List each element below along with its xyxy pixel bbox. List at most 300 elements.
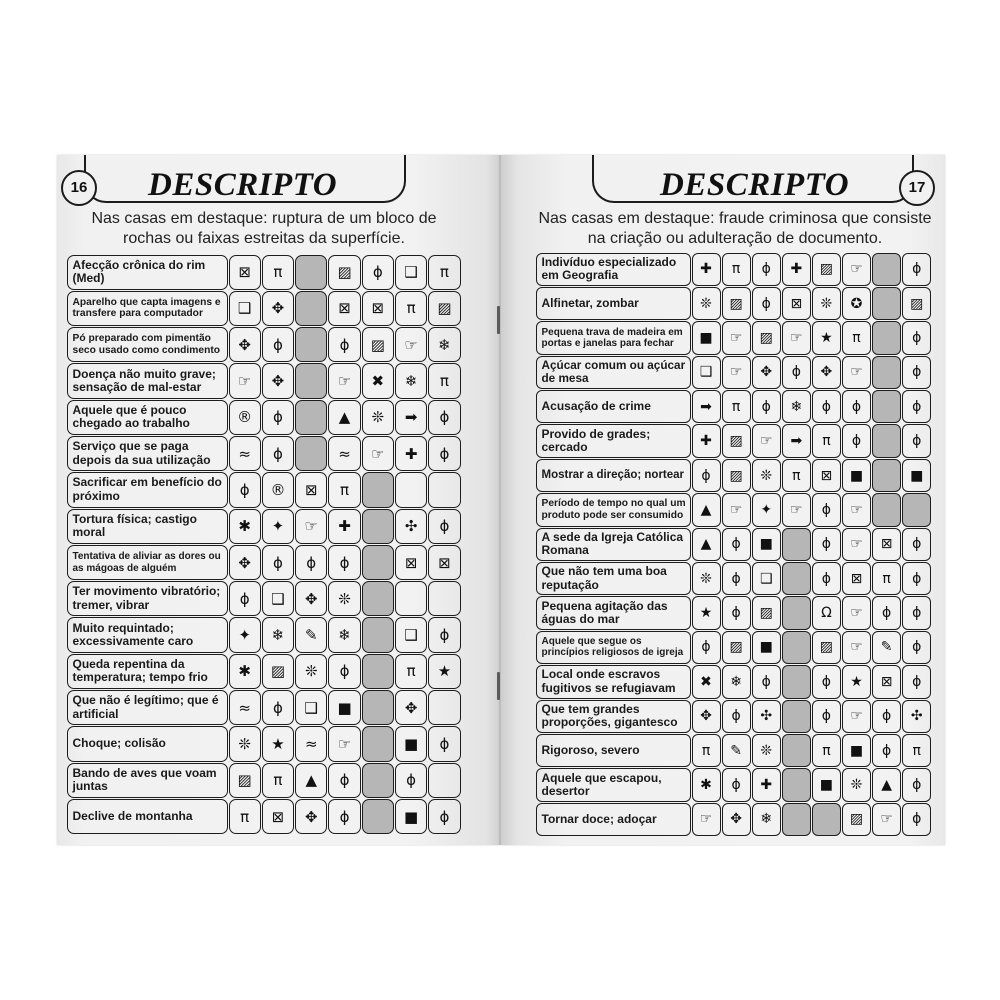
symbol-cell: ▨ bbox=[812, 253, 841, 286]
symbol-cell: ϕ bbox=[902, 562, 931, 595]
clue-cell bbox=[67, 726, 228, 761]
symbol-cell: ❄ bbox=[262, 617, 294, 652]
clue-cell bbox=[536, 631, 691, 664]
symbol-cell: ✚ bbox=[752, 768, 781, 801]
symbol-cell: ϕ bbox=[428, 726, 460, 761]
symbol-cell: ≈ bbox=[229, 690, 261, 725]
symbol-cell: ❊ bbox=[842, 768, 871, 801]
symbol-cell: ϕ bbox=[812, 562, 841, 595]
clue-cell bbox=[67, 472, 228, 507]
symbol-cell: ❄ bbox=[428, 327, 460, 362]
highlighted-cell bbox=[872, 287, 901, 320]
page-title: DESCRIPTO bbox=[660, 167, 850, 203]
symbol-cell: ϕ bbox=[428, 617, 460, 652]
staple bbox=[497, 672, 500, 700]
puzzle-row bbox=[66, 762, 463, 798]
symbol-cell: π bbox=[428, 255, 460, 290]
symbol-cell: ⊠ bbox=[328, 291, 360, 326]
symbol-cell: ☞ bbox=[328, 363, 360, 398]
symbol-cell: ϕ bbox=[752, 287, 781, 320]
highlighted-cell bbox=[362, 617, 394, 652]
highlighted-cell bbox=[872, 424, 901, 457]
symbol-cell: ϕ bbox=[782, 356, 811, 389]
puzzle-row bbox=[66, 327, 463, 363]
clue-text: depois da sua utilização bbox=[72, 452, 211, 467]
highlighted-cell bbox=[782, 665, 811, 698]
booklet-spine bbox=[499, 155, 501, 845]
symbol-cell: ✣ bbox=[752, 700, 781, 733]
symbol-cell: ▲ bbox=[328, 400, 360, 435]
symbol-cell: ≈ bbox=[295, 726, 327, 761]
symbol-cell: ☞ bbox=[395, 327, 427, 362]
clue-text: Indivíduo especializado bbox=[541, 254, 677, 269]
clue-cell bbox=[536, 768, 691, 801]
puzzle-row bbox=[535, 630, 936, 664]
clue-text: chegado ao trabalho bbox=[72, 416, 190, 431]
clue-text: águas do mar bbox=[541, 612, 620, 627]
symbol-cell: ϕ bbox=[428, 799, 460, 834]
puzzle-row bbox=[535, 390, 936, 424]
symbol-cell: ☞ bbox=[842, 596, 871, 629]
symbol-cell: ■ bbox=[395, 726, 427, 761]
symbol-cell: ϕ bbox=[328, 654, 360, 689]
symbol-cell: ϕ bbox=[328, 327, 360, 362]
symbol-cell: ✥ bbox=[262, 291, 294, 326]
symbol-cell: ★ bbox=[842, 665, 871, 698]
symbol-cell: ➡ bbox=[395, 400, 427, 435]
clue-text: sensação de mal-estar bbox=[72, 380, 202, 395]
symbol-cell: ☞ bbox=[872, 803, 901, 836]
clue-text: Alfinetar, zombar bbox=[541, 295, 639, 310]
symbol-cell: ❊ bbox=[295, 654, 327, 689]
puzzle-row bbox=[66, 653, 463, 689]
clue-cell bbox=[67, 436, 228, 471]
symbol-cell: ✎ bbox=[872, 631, 901, 664]
clue-text: portas e janelas para fechar bbox=[541, 337, 674, 349]
symbol-cell: ϕ bbox=[902, 356, 931, 389]
clue-text: Mostrar a direção; nortear bbox=[541, 469, 685, 482]
highlighted-cell bbox=[362, 763, 394, 798]
symbol-cell: ❑ bbox=[395, 255, 427, 290]
symbol-cell: ϕ bbox=[752, 390, 781, 423]
clue-cell bbox=[536, 528, 691, 561]
highlighted-cell bbox=[782, 631, 811, 664]
symbol-cell: ϕ bbox=[328, 763, 360, 798]
symbol-cell: ▲ bbox=[692, 493, 721, 526]
symbol-cell: ❊ bbox=[692, 562, 721, 595]
clue-text: proporções, gigantesco bbox=[541, 715, 678, 730]
symbol-cell bbox=[428, 472, 460, 507]
symbol-cell: π bbox=[722, 390, 751, 423]
symbol-cell: ❊ bbox=[752, 734, 781, 767]
symbol-cell: ϕ bbox=[872, 596, 901, 629]
clue-text: Pequena agitação das bbox=[541, 598, 668, 613]
highlighted-cell bbox=[362, 799, 394, 834]
highlighted-cell bbox=[295, 436, 327, 471]
puzzle-row bbox=[535, 699, 936, 733]
symbol-cell: ϕ bbox=[328, 545, 360, 580]
page-number: 17 bbox=[899, 170, 935, 206]
puzzle-row bbox=[535, 252, 936, 286]
puzzle-row bbox=[535, 733, 936, 767]
highlighted-cell bbox=[295, 363, 327, 398]
symbol-cell: π bbox=[872, 562, 901, 595]
symbol-cell: π bbox=[262, 763, 294, 798]
symbol-cell: ❊ bbox=[362, 400, 394, 435]
highlighted-cell bbox=[362, 654, 394, 689]
symbol-cell: ϕ bbox=[229, 472, 261, 507]
symbol-cell bbox=[395, 472, 427, 507]
symbol-cell: ϕ bbox=[842, 424, 871, 457]
symbol-cell: ✥ bbox=[229, 545, 261, 580]
symbol-cell: ϕ bbox=[872, 734, 901, 767]
highlighted-cell bbox=[782, 803, 811, 836]
puzzle-row bbox=[66, 290, 463, 326]
puzzle-row bbox=[535, 493, 936, 527]
puzzle-row bbox=[66, 254, 463, 290]
symbol-cell: ☞ bbox=[328, 726, 360, 761]
symbol-cell: ■ bbox=[752, 631, 781, 664]
clue-text: moral bbox=[72, 525, 106, 540]
symbol-cell: ϕ bbox=[902, 424, 931, 457]
highlighted-cell bbox=[782, 768, 811, 801]
symbol-cell: ☞ bbox=[722, 321, 751, 354]
symbol-cell: ϕ bbox=[902, 390, 931, 423]
puzzle-grid bbox=[66, 254, 463, 835]
symbol-cell: ▨ bbox=[722, 459, 751, 492]
clue-text: Tortura física; castigo bbox=[72, 511, 197, 526]
highlighted-cell bbox=[782, 734, 811, 767]
symbol-cell: ⊠ bbox=[782, 287, 811, 320]
symbol-cell: ✱ bbox=[229, 654, 261, 689]
clue-text: produto pode ser consumido bbox=[541, 509, 684, 521]
clue-cell bbox=[67, 255, 228, 290]
symbol-cell: ■ bbox=[328, 690, 360, 725]
symbol-cell: ❄ bbox=[752, 803, 781, 836]
highlighted-cell bbox=[362, 581, 394, 616]
puzzle-row bbox=[535, 596, 936, 630]
puzzle-row bbox=[66, 399, 463, 435]
symbol-cell: ✣ bbox=[902, 700, 931, 733]
clue-text: Local onde escravos bbox=[541, 667, 661, 682]
puzzle-row bbox=[66, 544, 463, 580]
symbol-cell: ® bbox=[262, 472, 294, 507]
clue-text: transfere para computador bbox=[72, 308, 203, 320]
symbol-cell: ❄ bbox=[722, 665, 751, 698]
symbol-cell: ❄ bbox=[782, 390, 811, 423]
highlighted-cell bbox=[872, 356, 901, 389]
highlighted-cell bbox=[872, 390, 901, 423]
symbol-cell bbox=[395, 581, 427, 616]
highlighted-cell bbox=[782, 562, 811, 595]
symbol-cell: ❊ bbox=[812, 287, 841, 320]
symbol-cell: ⊠ bbox=[229, 255, 261, 290]
clue-cell bbox=[67, 617, 228, 652]
highlighted-cell bbox=[782, 596, 811, 629]
symbol-cell: ϕ bbox=[692, 459, 721, 492]
symbol-cell: π bbox=[229, 799, 261, 834]
instruction-text bbox=[535, 209, 935, 249]
clue-cell bbox=[67, 400, 228, 435]
symbol-cell: ✣ bbox=[395, 509, 427, 544]
symbol-cell: ϕ bbox=[722, 596, 751, 629]
clue-text: Tornar doce; adoçar bbox=[541, 811, 657, 826]
symbol-cell: ❊ bbox=[752, 459, 781, 492]
symbol-cell: ϕ bbox=[328, 799, 360, 834]
clue-text: Que tem grandes bbox=[541, 701, 640, 716]
puzzle-row bbox=[66, 726, 463, 762]
symbol-cell: π bbox=[395, 291, 427, 326]
symbol-cell: ✖ bbox=[692, 665, 721, 698]
clue-cell bbox=[67, 654, 228, 689]
symbol-cell: ☞ bbox=[842, 356, 871, 389]
highlighted-cell bbox=[295, 255, 327, 290]
symbol-cell: ϕ bbox=[902, 321, 931, 354]
symbol-cell: ✱ bbox=[229, 509, 261, 544]
staple bbox=[497, 306, 500, 334]
symbol-cell: ϕ bbox=[692, 631, 721, 664]
clue-cell bbox=[536, 321, 691, 354]
puzzle-row bbox=[535, 527, 936, 561]
symbol-cell: ϕ bbox=[262, 545, 294, 580]
symbol-cell: ϕ bbox=[812, 528, 841, 561]
symbol-cell: ✥ bbox=[295, 581, 327, 616]
symbol-cell: ■ bbox=[842, 459, 871, 492]
symbol-cell: ▨ bbox=[229, 763, 261, 798]
puzzle-row bbox=[66, 798, 463, 834]
symbol-cell: ϕ bbox=[842, 390, 871, 423]
symbol-cell: ϕ bbox=[722, 562, 751, 595]
clue-text: Açúcar comum ou açúcar bbox=[541, 359, 686, 373]
symbol-cell: ϕ bbox=[752, 253, 781, 286]
clue-text: Tentativa de aliviar as dores ou bbox=[72, 551, 221, 563]
symbol-cell: ▨ bbox=[722, 631, 751, 664]
clue-text: as mágoas de alguém bbox=[72, 562, 177, 574]
symbol-cell: ϕ bbox=[428, 436, 460, 471]
symbol-cell: ❑ bbox=[752, 562, 781, 595]
clue-text: Provido de grades; bbox=[541, 426, 651, 441]
symbol-cell: π bbox=[812, 734, 841, 767]
puzzle-row bbox=[535, 802, 936, 836]
clue-text: Pequena trava de madeira em bbox=[541, 326, 683, 338]
clue-text: Aquele que escapou, bbox=[541, 770, 662, 785]
symbol-cell: ⊠ bbox=[428, 545, 460, 580]
symbol-cell: ✚ bbox=[328, 509, 360, 544]
symbol-cell: ❊ bbox=[692, 287, 721, 320]
clue-text: Romana bbox=[541, 543, 589, 558]
symbol-cell: ☞ bbox=[295, 509, 327, 544]
symbol-cell: ϕ bbox=[362, 255, 394, 290]
puzzle-row bbox=[66, 617, 463, 653]
symbol-cell: ▨ bbox=[722, 287, 751, 320]
symbol-cell: ☞ bbox=[722, 493, 751, 526]
instruction-line: rochas ou faixas estreitas da superfície. bbox=[123, 230, 405, 247]
symbol-cell: ➡ bbox=[782, 424, 811, 457]
symbol-cell: ❑ bbox=[395, 617, 427, 652]
symbol-cell: ❄ bbox=[328, 617, 360, 652]
clue-cell bbox=[536, 700, 691, 733]
clue-cell bbox=[536, 356, 691, 389]
symbol-cell: ☞ bbox=[842, 631, 871, 664]
clue-text: Ter movimento vibratório; bbox=[72, 584, 221, 599]
clue-text: Que não é legítimo; que é bbox=[72, 693, 219, 708]
clue-text: reputação bbox=[541, 577, 599, 592]
symbol-cell: ❑ bbox=[262, 581, 294, 616]
clue-cell bbox=[67, 799, 228, 834]
symbol-cell: ☞ bbox=[229, 363, 261, 398]
highlighted-cell bbox=[872, 321, 901, 354]
clue-text: Aquele que é pouco bbox=[72, 402, 187, 417]
clue-cell bbox=[536, 803, 691, 836]
symbol-cell: π bbox=[692, 734, 721, 767]
symbol-cell: ϕ bbox=[722, 700, 751, 733]
clue-text: seco usado como condimento bbox=[72, 344, 221, 356]
page-title: DESCRIPTO bbox=[148, 167, 338, 203]
symbol-cell: ❊ bbox=[229, 726, 261, 761]
symbol-cell: ☞ bbox=[722, 356, 751, 389]
highlighted-cell bbox=[872, 459, 901, 492]
clue-text: Aquele que segue os bbox=[541, 636, 642, 648]
symbol-cell: ☞ bbox=[782, 493, 811, 526]
symbol-cell: ▨ bbox=[752, 596, 781, 629]
symbol-cell: ⊠ bbox=[262, 799, 294, 834]
symbol-cell: ⊠ bbox=[872, 528, 901, 561]
clue-text: excessivamente caro bbox=[72, 634, 194, 649]
symbol-cell: ■ bbox=[902, 459, 931, 492]
symbol-cell: ϕ bbox=[229, 581, 261, 616]
symbol-cell: ϕ bbox=[262, 400, 294, 435]
symbol-cell: ϕ bbox=[395, 763, 427, 798]
symbol-cell: ✚ bbox=[692, 424, 721, 457]
symbol-cell: ✥ bbox=[722, 803, 751, 836]
symbol-cell bbox=[428, 581, 460, 616]
symbol-cell: ✥ bbox=[229, 327, 261, 362]
symbol-cell: ▨ bbox=[328, 255, 360, 290]
clue-text: Choque; colisão bbox=[72, 736, 166, 751]
symbol-cell: ϕ bbox=[295, 545, 327, 580]
symbol-cell: π bbox=[428, 363, 460, 398]
symbol-cell: ϕ bbox=[428, 509, 460, 544]
puzzle-row bbox=[66, 472, 463, 508]
clue-cell bbox=[67, 291, 228, 326]
symbol-cell bbox=[428, 763, 460, 798]
symbol-cell: ▨ bbox=[812, 631, 841, 664]
clue-cell bbox=[536, 424, 691, 457]
symbol-cell: π bbox=[782, 459, 811, 492]
symbol-cell: π bbox=[812, 424, 841, 457]
highlighted-cell bbox=[362, 545, 394, 580]
puzzle-row bbox=[535, 562, 936, 596]
symbol-cell: ▨ bbox=[362, 327, 394, 362]
symbol-cell: ✚ bbox=[692, 253, 721, 286]
puzzle-row bbox=[535, 458, 936, 492]
symbol-cell: ϕ bbox=[812, 390, 841, 423]
clue-text: Serviço que se paga bbox=[72, 439, 189, 454]
symbol-cell: ✱ bbox=[692, 768, 721, 801]
symbol-cell: ϕ bbox=[902, 768, 931, 801]
symbol-cell: ϕ bbox=[902, 528, 931, 561]
clue-text: artificial bbox=[72, 706, 119, 721]
symbol-cell: ▨ bbox=[722, 424, 751, 457]
symbol-cell: ⊠ bbox=[842, 562, 871, 595]
symbol-cell: ✪ bbox=[842, 287, 871, 320]
clue-cell bbox=[67, 763, 228, 798]
symbol-cell: ▲ bbox=[295, 763, 327, 798]
clue-cell bbox=[536, 665, 691, 698]
symbol-cell: ϕ bbox=[902, 665, 931, 698]
puzzle-row bbox=[66, 435, 463, 471]
symbol-cell: ϕ bbox=[262, 327, 294, 362]
clue-cell bbox=[536, 287, 691, 320]
clue-text: Declive de montanha bbox=[72, 808, 193, 823]
symbol-cell: ® bbox=[229, 400, 261, 435]
puzzle-row bbox=[535, 286, 936, 320]
symbol-cell: ☞ bbox=[362, 436, 394, 471]
clue-cell bbox=[67, 327, 228, 362]
clue-text: próximo bbox=[72, 488, 120, 503]
clue-text: de mesa bbox=[541, 372, 589, 386]
puzzle-row bbox=[535, 321, 936, 355]
symbol-cell: ★ bbox=[692, 596, 721, 629]
instruction-line: Nas casas em destaque: ruptura de um bloco de bbox=[91, 210, 437, 227]
symbol-cell: ϕ bbox=[812, 493, 841, 526]
clue-text: desertor bbox=[541, 784, 590, 799]
symbol-cell: ▨ bbox=[902, 287, 931, 320]
symbol-cell: ⊠ bbox=[812, 459, 841, 492]
symbol-cell: ☞ bbox=[842, 493, 871, 526]
symbol-cell: π bbox=[395, 654, 427, 689]
symbol-cell: ϕ bbox=[262, 436, 294, 471]
clue-cell bbox=[536, 596, 691, 629]
clue-cell bbox=[67, 509, 228, 544]
clue-cell bbox=[536, 253, 691, 286]
clue-text: Período de tempo no qual um bbox=[541, 498, 686, 510]
symbol-cell: ▲ bbox=[872, 768, 901, 801]
symbol-cell: ■ bbox=[395, 799, 427, 834]
symbol-cell: ✦ bbox=[229, 617, 261, 652]
symbol-cell: ➡ bbox=[692, 390, 721, 423]
symbol-cell: ❑ bbox=[229, 291, 261, 326]
symbol-cell: ≈ bbox=[328, 436, 360, 471]
puzzle-row bbox=[66, 363, 463, 399]
highlighted-cell bbox=[362, 690, 394, 725]
symbol-cell: ▨ bbox=[262, 654, 294, 689]
clue-text: cercado bbox=[541, 440, 588, 455]
highlighted-cell bbox=[902, 493, 931, 526]
symbol-cell: ✚ bbox=[395, 436, 427, 471]
symbol-cell: ✥ bbox=[395, 690, 427, 725]
clue-text: (Med) bbox=[72, 271, 105, 286]
highlighted-cell bbox=[812, 803, 841, 836]
symbol-cell: ✦ bbox=[752, 493, 781, 526]
symbol-cell: ★ bbox=[428, 654, 460, 689]
instruction-line: na criação ou adulteração de documento. bbox=[587, 230, 883, 247]
symbol-cell: ⊠ bbox=[362, 291, 394, 326]
symbol-cell: ❑ bbox=[295, 690, 327, 725]
clue-text: A sede da Igreja Católica bbox=[541, 529, 684, 544]
symbol-cell: ✥ bbox=[752, 356, 781, 389]
symbol-cell: ❄ bbox=[395, 363, 427, 398]
highlighted-cell bbox=[872, 253, 901, 286]
clue-text: Acusação de crime bbox=[541, 399, 651, 414]
puzzle-row bbox=[535, 665, 936, 699]
symbol-cell: ▨ bbox=[752, 321, 781, 354]
symbol-cell: ϕ bbox=[872, 700, 901, 733]
highlighted-cell bbox=[295, 400, 327, 435]
symbol-cell: ≈ bbox=[229, 436, 261, 471]
page-number: 16 bbox=[61, 170, 97, 206]
clue-text: Muito requintado; bbox=[72, 620, 174, 635]
